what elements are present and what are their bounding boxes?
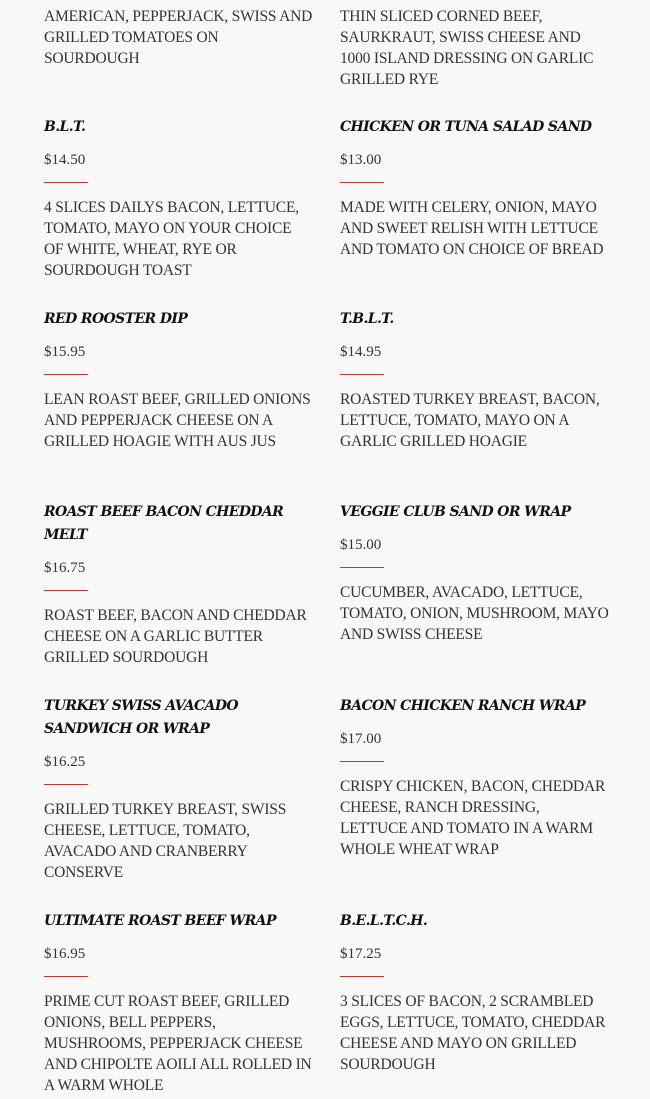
menu-item-price: $16.25 [44, 754, 86, 770]
menu-item-price: $17.25 [340, 946, 382, 962]
price-divider [44, 182, 88, 183]
menu-item-roast-beef-bacon-cheddar-melt[interactable] [44, 501, 314, 668]
menu-item-price: $14.95 [340, 344, 382, 360]
price-divider [340, 976, 384, 977]
menu-item-bacon-chicken-ranch-wrap[interactable] [340, 695, 610, 860]
menu-item-red-rooster-dip[interactable] [44, 308, 314, 452]
menu-item-veggie-club[interactable] [340, 501, 610, 645]
menu-item-blt[interactable] [44, 116, 314, 281]
menu-item-description: 3 SLICES OF BACON, 2 SCRAMBLED EGGS, LETTUCE, TOMATO, CHEDDAR CHEESE AND MAYO ON GRILLED SOURDOUGH [340, 993, 606, 1073]
price-divider [340, 182, 384, 183]
menu-item-price: $16.75 [44, 560, 86, 576]
menu-item-turkey-swiss-avacado[interactable] [44, 695, 314, 883]
menu-item-price: $15.00 [340, 537, 382, 553]
menu-item-price: $17.00 [340, 731, 382, 747]
menu-item-description: MADE WITH CELERY, ONION, MAYO AND SWEET RELISH WITH LETTUCE AND TOMATO ON CHOICE OF BREAD [340, 199, 604, 258]
menu-item-description: CRISPY CHICKEN, BACON, CHEDDAR CHEESE, RANCH DRESSING, LETTUCE AND TOMATO IN A WARM WHOLE WHEAT WRAP [340, 778, 606, 858]
menu-item-beltch[interactable] [340, 910, 610, 1075]
price-divider [340, 374, 384, 375]
menu-item-description: GRILLED TURKEY BREAST, SWISS CHEESE, LETTUCE, TOMATO, AVACADO AND CRANBERRY CONSERVE [44, 801, 287, 881]
menu-item-tblt[interactable] [340, 308, 610, 452]
price-divider [44, 590, 88, 591]
price-divider [44, 976, 88, 977]
menu-item-description: THIN SLICED CORNED BEEF, SAURKRAUT, SWISS CHEESE AND 1000 ISLAND DRESSING ON GARLIC GRILLED RYE [340, 8, 594, 88]
menu-item-description: CUCUMBER, AVACADO, LETTUCE, TOMATO, ONION, MUSHROOM, MAYO AND SWISS CHEESE [340, 584, 609, 643]
menu-item-description: LEAN ROAST BEEF, GRILLED ONIONS AND PEPPERJACK CHEESE ON A GRILLED HOAGIE WITH AUS JUS [44, 391, 311, 450]
menu-item-description: AMERICAN, PEPPERJACK, SWISS AND GRILLED TOMATOES ON SOURDOUGH [44, 8, 313, 67]
menu-item-price: $13.00 [340, 152, 382, 168]
menu-item-description: ROASTED TURKEY BREAST, BACON, LETTUCE, TOMATO, MAYO ON A GARLIC GRILLED HOAGIE [340, 391, 600, 450]
menu-item-chicken-or-tuna-salad[interactable] [340, 116, 610, 260]
menu-item-price: $16.95 [44, 946, 86, 962]
menu-item-ultimate-roast-beef-wrap[interactable] [44, 910, 314, 1096]
menu-item-description: ROAST BEEF, BACON AND CHEDDAR CHEESE ON A GARLIC BUTTER GRILLED SOURDOUGH [44, 607, 307, 666]
price-divider [44, 374, 88, 375]
price-divider [340, 567, 384, 568]
menu-item-description: 4 SLICES DAILYS BACON, LETTUCE, TOMATO, MAYO ON YOUR CHOICE OF WHITE, WHEAT, RYE OR SOURDOUGH TOAST [44, 199, 299, 279]
menu-item-name: B.L.T. [44, 119, 86, 135]
menu-item-price: $14.50 [44, 152, 86, 168]
menu-item-name: TURKEY SWISS AVACADO SANDWICH OR WRAP [44, 698, 238, 737]
menu-item-price: $15.95 [44, 344, 86, 360]
menu-item-name: BACON CHICKEN RANCH WRAP [340, 698, 586, 714]
menu-item-description: PRIME CUT ROAST BEEF, GRILLED ONIONS, BELL PEPPERS, MUSHROOMS, PEPPERJACK CHEESE AND CHIPOLTE AOILI ALL ROLLED IN A WARM WHOLE [44, 993, 312, 1094]
menu-item-name: VEGGIE CLUB SAND OR WRAP [340, 504, 571, 520]
price-divider [340, 761, 384, 762]
menu-item-name: ULTIMATE ROAST BEEF WRAP [44, 913, 276, 929]
menu-item-name: B.E.L.T.C.H. [340, 913, 428, 929]
price-divider [44, 784, 88, 785]
menu-item-name: CHICKEN OR TUNA SALAD SAND [340, 119, 592, 135]
menu-item-name: ROAST BEEF BACON CHEDDAR MELT [44, 504, 284, 543]
menu-item-name: RED ROOSTER DIP [44, 311, 188, 327]
menu-item-name: T.B.L.T. [340, 311, 394, 327]
